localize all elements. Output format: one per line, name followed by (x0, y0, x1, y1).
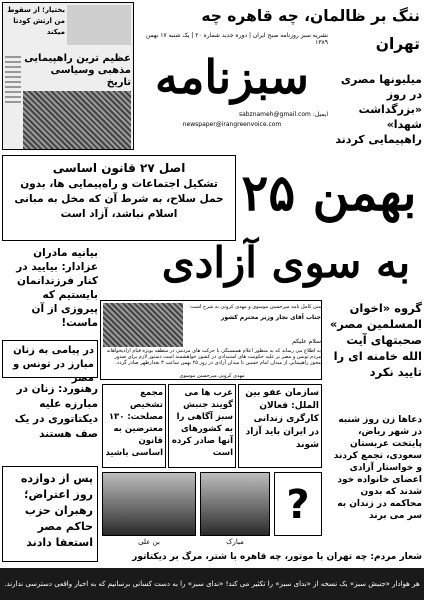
top-headline: ننگ بر ظالمان، چه قاهره چه تهران (201, 7, 420, 53)
center-story (100, 300, 322, 380)
mothers-statement: بیانیه مادران عزادار: بیایید در کنار فرزندانمان بایستیم که پیروزی از آن ماست! (16, 247, 98, 329)
mubarak-photo (200, 472, 270, 536)
egypt-news: میلیونها مصری در روز «بزرگداشت شهدا» راهپیمایی کردند (335, 73, 422, 146)
mini-paper-masthead (67, 5, 131, 45)
ben-ali-caption: بن علی (138, 538, 160, 546)
center-story-greeting: سلام علیکم (292, 338, 321, 345)
mojtahed-body: معترضین به قانون اساسی باشید (105, 424, 163, 458)
main-headline-line1: ۲۵ بهمن (241, 163, 417, 222)
saudi-news: دعاها زن روز شنبه در شهر ریاض، پایتخت عربستان سعودی، تجمع کردند و خواستار آزادی اعضای خانواده خود شدند که بدون محاکمه در زندان به سر می برند (333, 415, 422, 521)
masthead-contact: ایمیل: sabznameh@gmail.com (238, 111, 328, 118)
women-role: در پیامی به زنان مبارز در تونس و مصر (2, 340, 98, 378)
main-headline-line2: به سوی آزادی (161, 238, 411, 287)
article27-body: تشکیل اجتماعات و راه‌پیمایی ها، بدون حمل سلاح، به شرط آن که مخل به مبانی اسلام نباشد، آزاد است (14, 178, 224, 220)
mini-paper-image (2, 2, 134, 150)
center-story-photo (103, 303, 183, 347)
footer-bar: هر هوادار «جنبش سبز» یک نسخه از «ندای سبز» را تکثیر می کند! «ندای سبز» را به دست کسانی برسانیم که به اخبار واقعی دسترسی ندارند. (0, 568, 424, 600)
center-story-intro: متن کامل نامه میرحسین موسوی و مهدی کروبی به شرح است: (189, 304, 321, 310)
question-mark-box: ? (274, 472, 322, 536)
mini-paper-headline: عظیم ترین راهپیمایی مذهبی وسیاسی تاریخ (24, 53, 131, 88)
mini-paper-column (5, 53, 21, 147)
mini-paper-side-text: بختیار؛ از سقوط من ارتش کودتا میکند (7, 6, 65, 36)
amnesty-box: سازمان عفو بین الملل: فعالان کارگری زندانی در ایران باید آزاد شوند (238, 384, 322, 468)
tunisia-box: عرب ها می گویند جنبش سبز آگاهی را به کشورهای آنها صادر کرده است (168, 384, 236, 468)
center-story-signature: مهدی کروبی میرحسین موسوی (179, 373, 245, 379)
article27-title: اصل ۲۷ قانون اساسی (52, 161, 186, 175)
mojtahed-box (102, 384, 166, 468)
masthead-logo: سبزنامه (155, 50, 309, 104)
center-story-addressee: جناب آقای نجار وزیر محترم کشور (220, 314, 321, 321)
mojtahed-title: مجمع تشخیص مصلحت: ۱۳۰ (108, 388, 163, 422)
twelve-days: پس از دوازده روز اعتراض؛ رهبران حزب حاکم مصر استعفا دادند (2, 466, 98, 562)
masthead-website: newspaper@irangreenvoice.com (182, 121, 282, 128)
rahnavard-quote: رهنورد: زنان در مبارزه علیه دیکتاتوری در یک صف هستند (14, 383, 98, 440)
masthead (136, 32, 328, 132)
ben-ali-photo (102, 472, 196, 536)
slogan: شعار مردم: چه تهران با موتور، چه قاهره با شتر، مرگ بر دیکتاتور (132, 552, 422, 562)
center-story-body: به اطلاع می رساند که به منظور اعلام همبستگی با حرکت های مردمی در منطقه بویژه قیام آزادیخواهانه مردم تونس و مصر بر علیه حکومت های استبدادی در کشور خواهشمند است دستور لازم برای صدور مجوز راهپیمایی از میدان امام حسین تا میدان آزادی در روز ۲۵ بهمن ساعت ۳ بعدازظهر صادر گردد. (106, 348, 321, 366)
article27-box (2, 155, 236, 241)
mini-paper-crowd-photo (23, 91, 131, 149)
brotherhood-news: گروه «اخوان المسلمین مصر» صحبتهای آیت الله خامنه ای را تایید نکرد (329, 301, 422, 379)
mubarak-caption: مبارک (226, 538, 244, 546)
masthead-tagline: نشریه سبز روزنامه صبح ایران | دوره جدید شماره ۲۰ | یک شنبه ۱۷ بهمن ۱۳۸۹ (145, 32, 328, 46)
